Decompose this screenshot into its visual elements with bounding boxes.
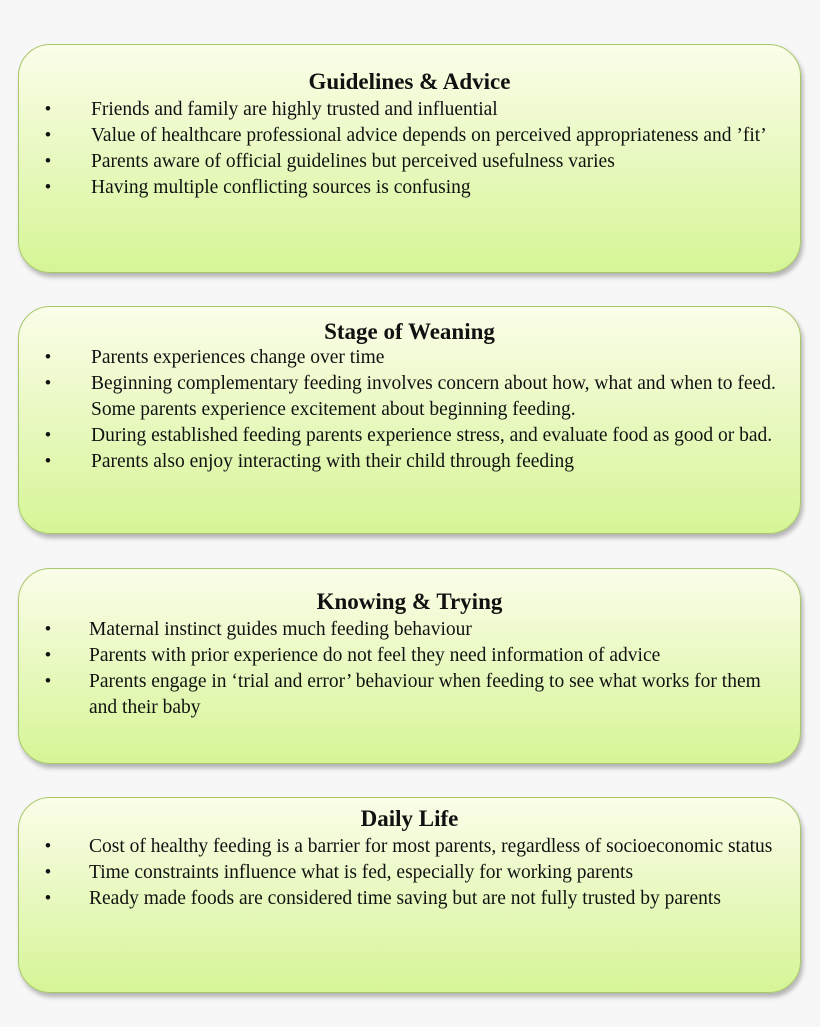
bullet-icon: • [44, 836, 52, 857]
section-title: Stage of Weaning [324, 319, 495, 344]
bullet-text: Ready made foods are considered time saving but are not fully trusted by parents [89, 888, 721, 909]
section-stage-of-weaning [18, 306, 801, 534]
bullet-item [19, 345, 786, 371]
bullet-text: Time constraints influence what is fed, especially for working parents [89, 862, 634, 883]
bullet-item [19, 834, 786, 860]
bullet-item [19, 423, 786, 449]
bullet-item [19, 886, 786, 912]
bullet-list [19, 834, 786, 912]
bullet-icon: • [44, 99, 52, 120]
bullet-text: Parents with prior experience do not feel they need information of advice [89, 645, 661, 666]
bullet-text: Parents engage in ‘trial and error’ behaviour when feeding to see what works for them and their baby [89, 671, 761, 718]
section-title: Guidelines & Advice [308, 69, 511, 94]
section-guidelines-advice [18, 44, 801, 273]
bullet-text: Having multiple conflicting sources is confusing [91, 177, 471, 198]
bullet-item [19, 860, 786, 886]
bullet-text: Parents also enjoy interacting with their child through feeding [91, 451, 575, 472]
bullet-item [19, 149, 786, 175]
bullet-list [19, 617, 786, 721]
bullet-text: Maternal instinct guides much feeding behaviour [89, 619, 472, 640]
bullet-item [19, 175, 786, 201]
bullet-icon: • [44, 619, 52, 640]
bullet-item [19, 123, 786, 149]
bullet-text: During established feeding parents experience stress, and evaluate food as good or bad. [91, 425, 773, 446]
section-title: Daily Life [360, 806, 459, 831]
bullet-text: Parents aware of official guidelines but perceived usefulness varies [91, 151, 615, 172]
bullet-text: Cost of healthy feeding is a barrier for most parents, regardless of socioeconomic status [89, 836, 773, 857]
bullet-icon: • [44, 177, 52, 198]
bullet-icon: • [44, 451, 52, 472]
bullet-icon: • [44, 347, 52, 368]
bullet-icon: • [44, 671, 52, 692]
bullet-item [19, 449, 786, 475]
bullet-icon: • [44, 125, 52, 146]
bullet-item [19, 371, 786, 423]
bullet-text: Value of healthcare professional advice depends on perceived appropriateness and ’fit’ [91, 125, 767, 146]
bullet-text: Friends and family are highly trusted and influential [91, 99, 498, 120]
bullet-icon: • [44, 373, 52, 394]
bullet-icon: • [44, 425, 52, 446]
bullet-icon: • [44, 151, 52, 172]
bullet-text: Parents experiences change over time [91, 347, 385, 368]
bullet-icon: • [44, 888, 52, 909]
bullet-item [19, 97, 786, 123]
section-title: Knowing & Trying [316, 589, 503, 614]
section-knowing-trying [18, 568, 801, 764]
bullet-list [19, 97, 786, 201]
bullet-list [19, 345, 786, 475]
bullet-item [19, 617, 786, 643]
bullet-text: Beginning complementary feeding involves concern about how, what and when to feed. Some parents experience excitement about beginning feeding. [91, 373, 776, 420]
bullet-item [19, 643, 786, 669]
bullet-item [19, 669, 786, 721]
bullet-icon: • [44, 645, 52, 666]
bullet-icon: • [44, 862, 52, 883]
section-daily-life [18, 797, 801, 993]
